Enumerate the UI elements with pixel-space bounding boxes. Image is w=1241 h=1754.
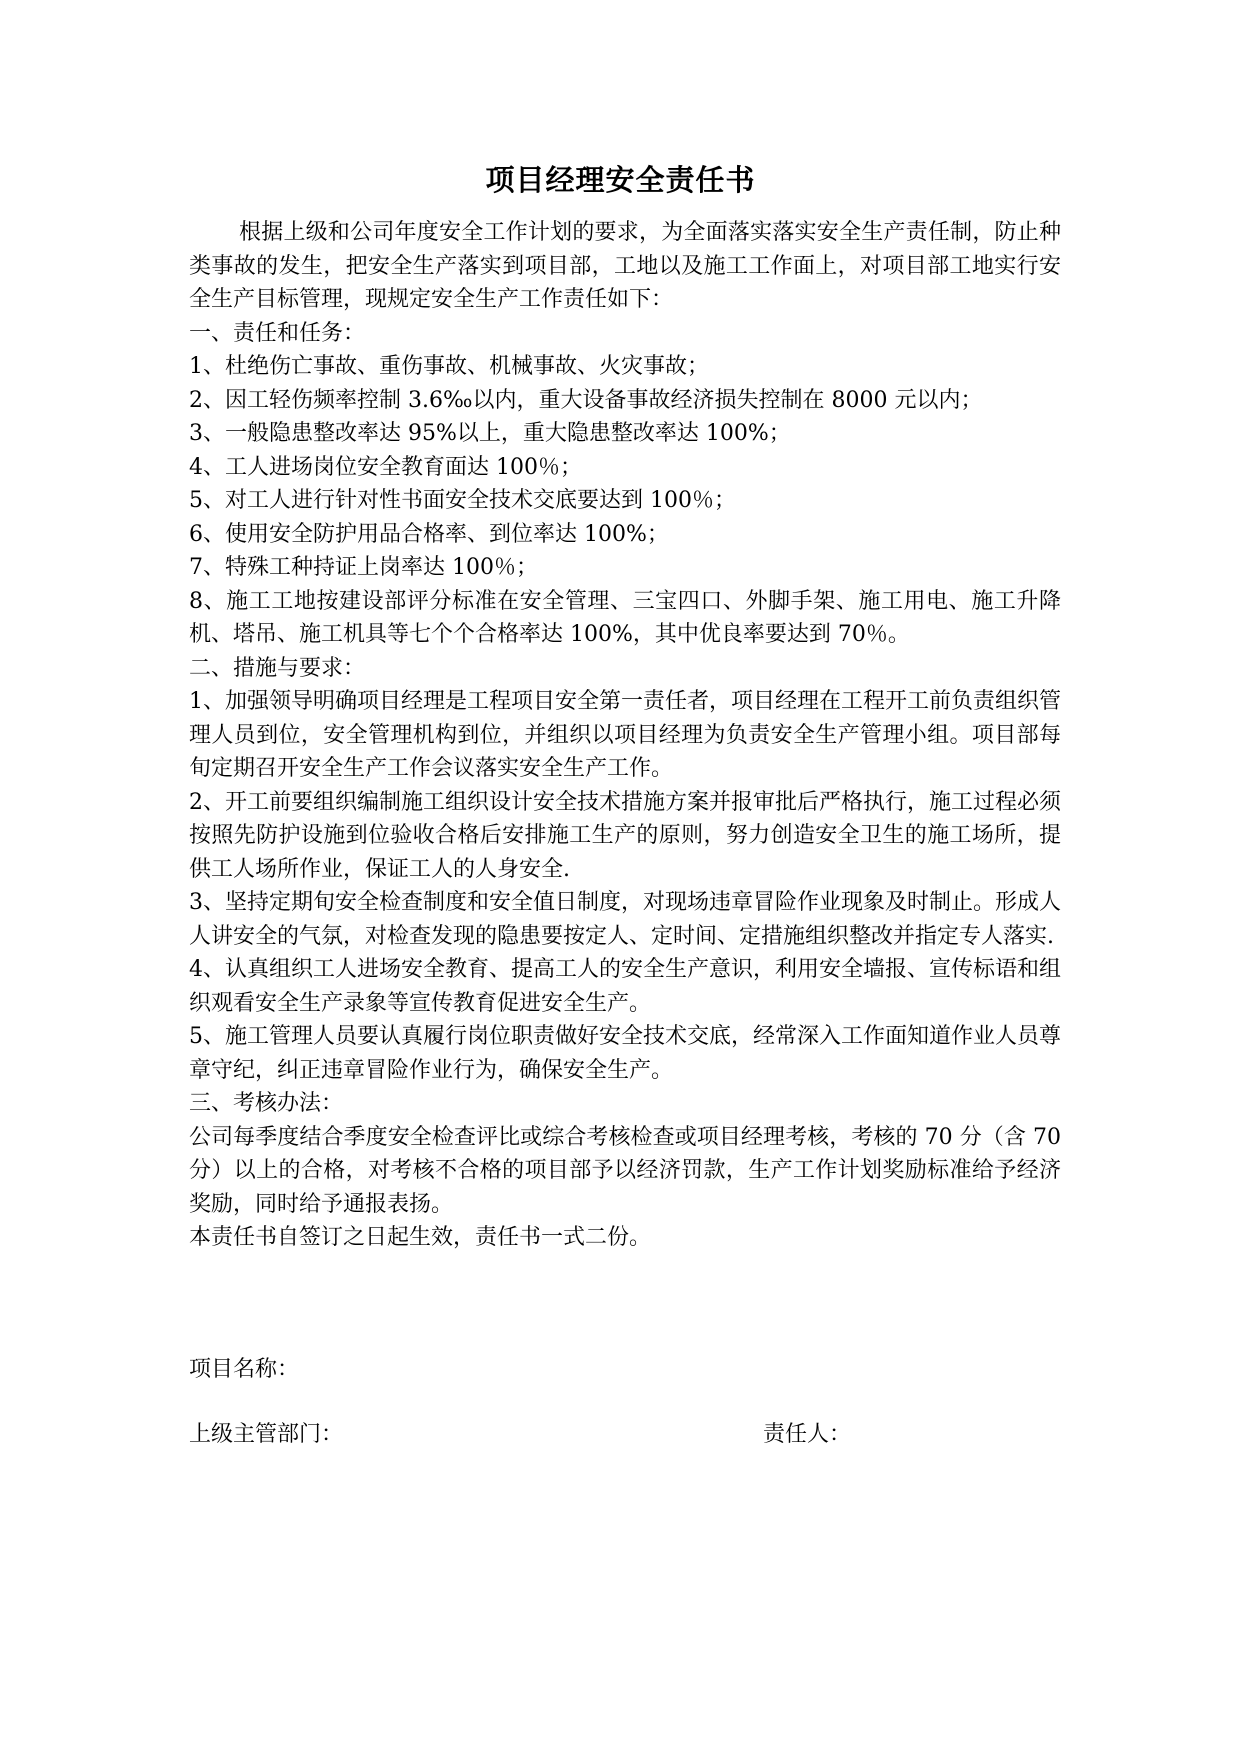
responsibility-item: 1、杜绝伤亡事故、重伤事故、机械事故、火灾事故；	[189, 354, 709, 379]
responsibility-item: 6、使用安全防护用品合格率、到位率达 100%；	[189, 521, 669, 547]
assessment-paragraph: 公司每季度结合季度安全检查评比或综合考核检查或项目经理考核，考核的 70 分（含 70 分）以上的合格，对考核不合格的项目部予以经济罚款，生产工作计划奖励标准给予经济奖励，同时给予通报表扬。	[189, 1124, 1061, 1217]
section-heading-measures: 二、措施与要求：	[189, 655, 366, 681]
responsibility-item: 5、对工人进行针对性书面安全技术交底要达到 100％；	[189, 488, 736, 513]
document-body	[189, 216, 1061, 1255]
closing-paragraph: 本责任书自签订之日起生效，责任书一式二份。	[189, 1225, 652, 1250]
responsibility-item: 3、一般隐患整改率达 95%以上，重大隐患整改率达 100%；	[189, 421, 791, 446]
section-heading-assessment: 三、考核办法：	[189, 1091, 344, 1116]
intro-paragraph: 根据上级和公司年度安全工作计划的要求，为全面落实落实安全生产责任制，防止种类事故的发生，把安全生产落实到项目部，工地以及施工工作面上，对项目部工地实行安全生产目标管理，现规定安全生产工作责任如下：	[189, 220, 1061, 312]
project-name-label: 项目名称：	[189, 1357, 300, 1382]
measure-item: 1、加强领导明确项目经理是工程项目安全第一责任者，项目经理在工程开工前负责组织管理人员到位，安全管理机构到位，并组织以项目经理为负责安全生产管理小组。项目部每旬定期召开安全生产工作会议落实安全生产工作。	[189, 689, 1062, 781]
section-heading-responsibilities: 一、责任和任务：	[189, 320, 366, 346]
responsibility-item: 2、因工轻伤频率控制 3.6‰以内，重大设备事故经济损失控制在 8000 元以内；	[189, 387, 983, 413]
measure-item: 3、坚持定期旬安全检查制度和安全值日制度，对现场违章冒险作业现象及时制止。形成人人讲安全的气氛，对检查发现的隐患要按定人、定时间、定措施组织整改并指定专人落实.	[189, 890, 1062, 949]
department-label: 上级主管部门：	[189, 1422, 344, 1447]
responsible-person-label: 责任人：	[763, 1422, 852, 1447]
responsibility-item: 4、工人进场岗位安全教育面达 100％；	[189, 454, 582, 480]
responsibility-item: 8、施工工地按建设部评分标准在安全管理、三宝四口、外脚手架、施工用电、施工升降机、塔吊、施工机具等七个个合格率达 100%，其中优良率要达到 70％。	[189, 588, 1061, 647]
document-title: 项目经理安全责任书	[485, 163, 756, 197]
responsibility-item: 7、特殊工种持证上岗率达 100％；	[189, 555, 538, 580]
measure-item: 4、认真组织工人进场安全教育、提高工人的安全生产意识，利用安全墙报、宣传标语和组织观看安全生产录象等宣传教育促进安全生产。	[189, 957, 1062, 1016]
measure-item: 2、开工前要组织编制施工组织设计安全技术措施方案并报审批后严格执行，施工过程必须按照先防护设施到位验收合格后安排施工生产的原则，努力创造安全卫生的施工场所，提供工人场所作业，保证工人的人身安全.	[189, 789, 1062, 882]
measure-item: 5、施工管理人员要认真履行岗位职责做好安全技术交底，经常深入工作面知道作业人员尊章守纪，纠正违章冒险作业行为，确保安全生产。	[189, 1024, 1062, 1083]
